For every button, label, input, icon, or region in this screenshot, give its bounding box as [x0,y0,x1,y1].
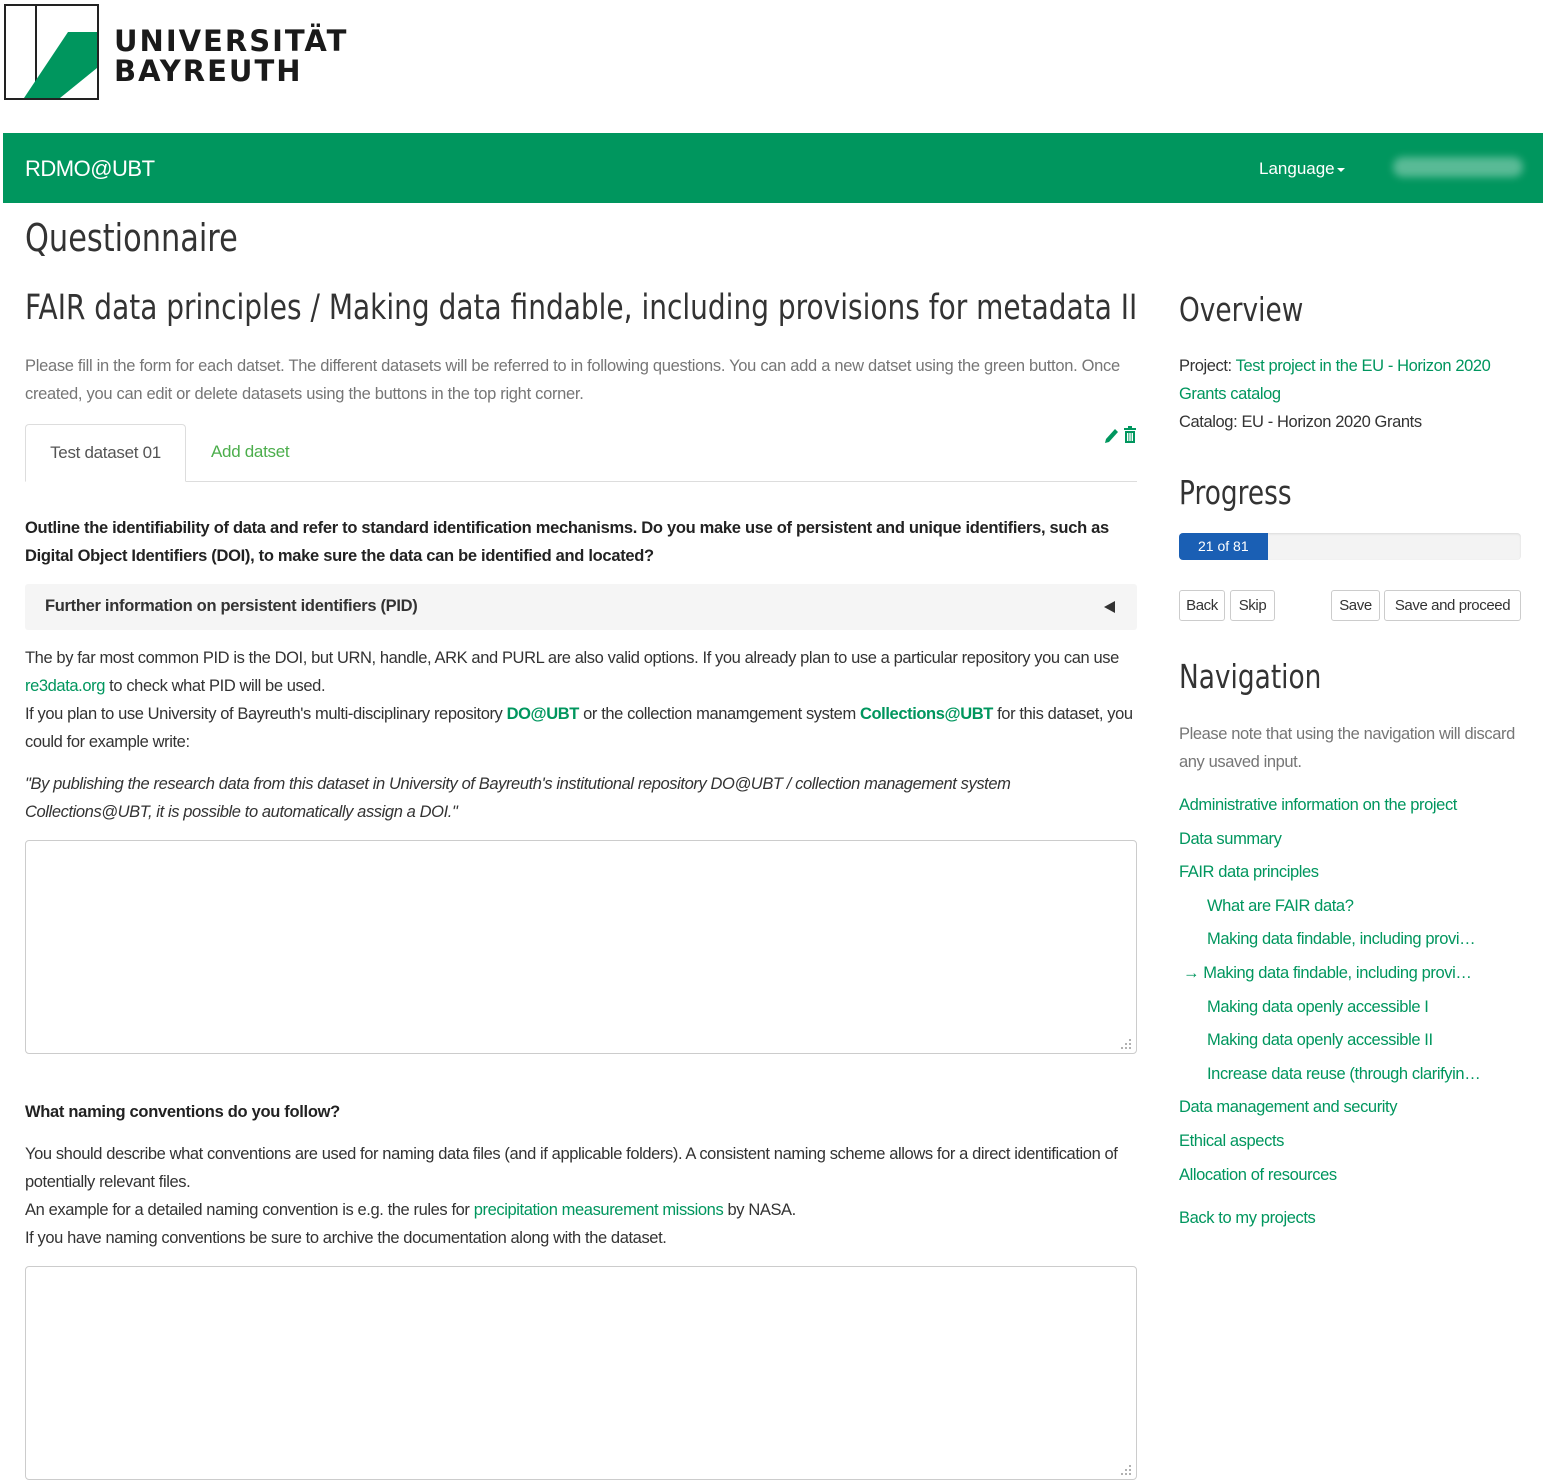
logo-line-1: UNIVERSITÄT [114,24,349,58]
nav-link[interactable]: Data summary [1179,829,1282,848]
nav-item-what-are-fair[interactable] [1179,891,1524,925]
progress-title: Progress [1179,473,1292,512]
nav-link[interactable]: What are FAIR data? [1207,896,1354,915]
nav-item-accessible-1[interactable] [1179,992,1524,1026]
help-text: Please fill in the form for each datset. The different datasets will be referred to in following questions. You can add a new datset using the green button. Once created, you can edit or delete datasets using the buttons in the top right corner. [25,357,1120,403]
precipitation-missions-link[interactable]: precipitation measurement missions [473,1201,724,1219]
nav-link[interactable]: Making data findable, including provi… [1207,930,1476,949]
pid-text-3: If you plan to use University of Bayreuth's multi-disciplinary repository [25,705,507,723]
back-to-projects-link[interactable]: Back to my projects [1179,1209,1316,1228]
naming-text-4: If you have naming conventions be sure to archive the documentation along with the dataset. [25,1229,667,1247]
info-panel-pid[interactable] [25,584,1137,630]
nav-item-data-summary[interactable] [1179,824,1524,858]
nav-item-security[interactable] [1179,1092,1524,1126]
nav-item-findable-2-current[interactable] [1179,958,1524,992]
pid-text-5: for this dataset, you could for example write: [25,705,1133,751]
pid-text-1: The by far most common PID is the DOI, but URN, handle, ARK and PURL are also valid options. If you already plan to use a particular repository you can use [25,649,1119,667]
question-identifiability: Outline the identifiability of data and refer to standard identification mechanisms. Do you make use of persistent and unique identifiers, such as Digital Object Identifiers (DOI), to make sure the data can be identified and located? [25,519,1109,565]
skip-button[interactable]: Skip [1230,590,1275,621]
nav-link[interactable]: → Making data findable, including provi… [1183,963,1472,982]
questionnaire-main [25,352,1137,1480]
question-naming-conventions: What naming conventions do you follow? [25,1103,340,1121]
progress-bar [1179,533,1521,560]
nav-item-accessible-2[interactable] [1179,1025,1524,1059]
pid-info-text [25,644,1137,756]
re3data-link[interactable]: re3data.org [25,677,105,695]
brand-link[interactable]: RDMO@UBT [25,156,155,181]
nav-item-reuse[interactable] [1179,1059,1524,1093]
university-logo [4,4,349,102]
tab-add-dataset[interactable]: Add datset [211,442,290,461]
section-title: FAIR data principles / Making data findable, including provisions for metadata II [25,288,1138,328]
nav-link[interactable]: Data management and security [1179,1098,1398,1117]
info-panel-title: Further information on persistent identifiers (PID) [45,597,418,615]
tab-test-dataset-01[interactable]: Test dataset 01 [25,424,186,482]
progress-fill: 21 of 81 [1179,533,1268,560]
navigation-title: Navigation [1179,657,1322,696]
logo-wordmark [114,26,348,86]
naming-conventions-textarea[interactable] [25,1266,1137,1480]
overview-title: Overview [1179,290,1304,329]
nav-item-ethical[interactable] [1179,1126,1524,1160]
navigation-note: Please note that using the navigation will discard any usaved input. [1179,725,1515,771]
overview-text [1179,352,1524,436]
user-menu-blurred[interactable] [1393,157,1523,177]
back-button[interactable]: Back [1179,590,1225,621]
nav-item-back-to-projects[interactable] [1179,1203,1524,1237]
save-button[interactable]: Save [1331,590,1380,621]
page-title: Questionnaire [25,216,238,260]
top-navbar [3,133,1543,203]
nav-link[interactable]: FAIR data principles [1179,863,1319,882]
project-link[interactable]: Test project in the EU - Horizon 2020 Grants catalog [1179,357,1491,403]
nav-item-fair[interactable] [1179,857,1524,891]
caret-left-icon[interactable] [1104,601,1115,613]
save-and-proceed-button[interactable]: Save and proceed [1384,590,1521,621]
trash-icon[interactable] [1123,426,1137,444]
dataset-tabs [25,424,1137,482]
resize-handle-icon[interactable] [1120,1464,1132,1476]
pid-text-2: to check what PID will be used. [105,677,326,695]
nav-link[interactable]: Ethical aspects [1179,1131,1284,1150]
nav-item-admin[interactable] [1179,790,1524,824]
do-ubt-link[interactable]: DO@UBT [506,705,579,723]
nav-link[interactable]: Administrative information on the project [1179,796,1457,814]
pencil-icon[interactable] [1103,426,1119,444]
logo-line-2: BAYREUTH [114,54,303,88]
dataset-tools [1099,426,1137,446]
nav-item-findable-1[interactable] [1179,924,1524,958]
naming-info-text [25,1140,1137,1252]
pid-text-4: or the collection manamgement system [578,705,860,723]
example-text: "By publishing the research data from this dataset in University of Bayreuth's institutional repository DO@UBT / collection management system Collections@UBT, it is possible to automatically assign a DOI." [25,775,1011,821]
logo-mark-icon [4,4,99,100]
nav-link[interactable]: Increase data reuse (through clarifyin… [1207,1064,1481,1083]
navigation-list [1179,790,1524,1237]
naming-text-2: An example for a detailed naming convention is e.g. the rules for [25,1201,474,1219]
collections-ubt-link[interactable]: Collections@UBT [859,705,993,723]
resize-handle-icon[interactable] [1120,1038,1132,1050]
language-dropdown[interactable] [1259,159,1345,179]
naming-text-1: You should describe what conventions are used for naming data files (and if applicable folders). A consistent naming scheme allows for a direct identification of potentially relevant files. [25,1145,1118,1191]
nav-link[interactable]: Making data openly accessible II [1207,1031,1433,1050]
identifiability-textarea[interactable] [25,840,1137,1054]
nav-item-resources[interactable] [1179,1160,1524,1194]
nav-link[interactable]: Allocation of resources [1179,1165,1337,1184]
caret-down-icon [1337,168,1345,172]
catalog-text: Catalog: EU - Horizon 2020 Grants [1179,413,1422,431]
nav-link[interactable]: Making data openly accessible I [1207,997,1429,1016]
language-label: Language [1259,159,1335,178]
naming-text-3: by NASA. [723,1201,796,1219]
project-label: Project: [1179,357,1236,375]
